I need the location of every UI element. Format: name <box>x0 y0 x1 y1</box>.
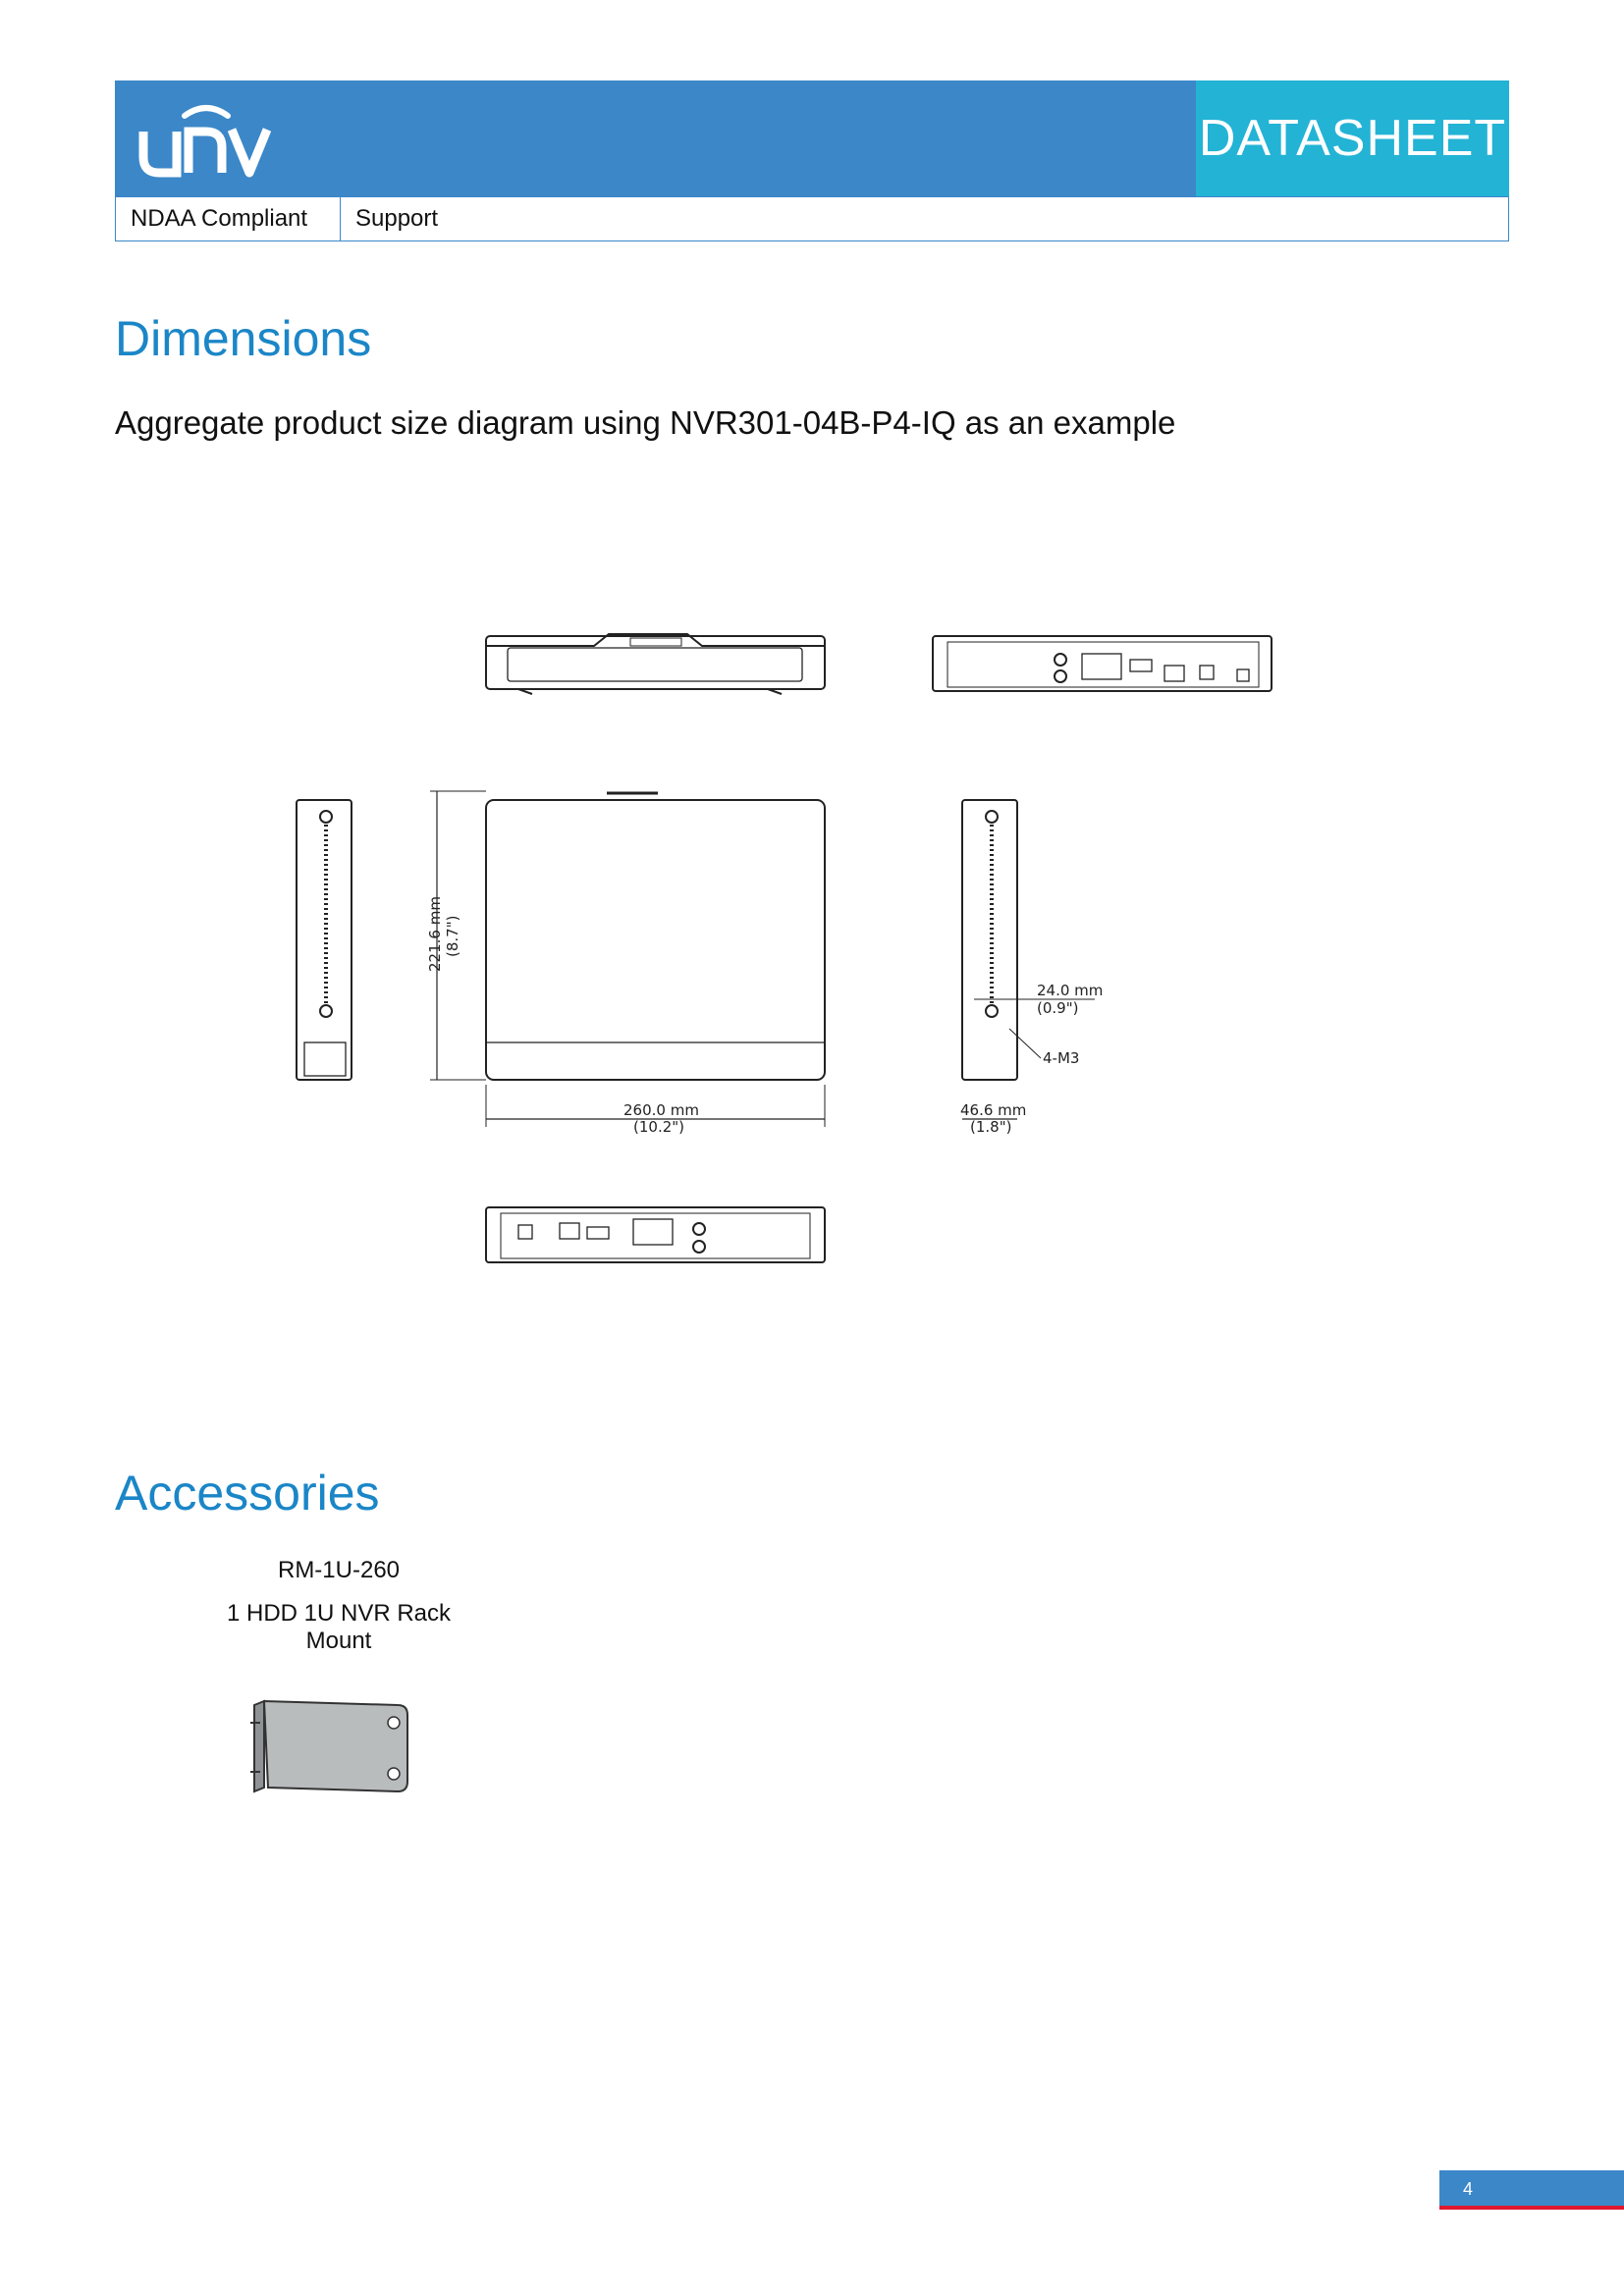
dimension-diagram <box>275 618 1306 1286</box>
dim-hole-in: (0.9") <box>1037 999 1079 1017</box>
page-number: 4 <box>1439 2170 1624 2210</box>
dim-depth-mm: 221.6 mm <box>426 896 444 972</box>
rear-view <box>933 636 1272 691</box>
dim-height-in: (1.8") <box>970 1118 1012 1136</box>
dim-hole-mm: 24.0 mm <box>1037 982 1104 999</box>
dim-screw: 4-M3 <box>1043 1049 1080 1067</box>
dim-width-mm: 260.0 mm <box>623 1101 699 1119</box>
dimensions-subtitle: Aggregate product size diagram using NVR301-04B-P4-IQ as an example <box>115 404 1176 441</box>
tab-ndaa-compliant[interactable]: NDAA Compliant <box>116 197 341 240</box>
accessory-description: 1 HDD 1U NVR Rack Mount <box>226 1600 452 1654</box>
top-view <box>430 791 825 1127</box>
accessories-heading: Accessories <box>115 1466 380 1521</box>
front-view <box>486 634 825 694</box>
tab-support[interactable]: Support <box>355 205 439 232</box>
dim-width-in: (10.2") <box>633 1118 685 1136</box>
dimensions-heading: Dimensions <box>115 311 372 366</box>
sub-navigation <box>115 196 1509 241</box>
dim-depth-in: (8.7") <box>444 915 461 957</box>
unv-logo <box>137 102 275 181</box>
left-side-view <box>297 800 352 1080</box>
accessory-model: RM-1U-260 <box>277 1557 401 1583</box>
datasheet-badge: DATASHEET <box>1196 80 1509 196</box>
bottom-rear-view <box>486 1207 825 1262</box>
right-side-view <box>962 800 1095 1119</box>
dim-height-mm: 46.6 mm <box>960 1101 1027 1119</box>
rack-mount-image <box>250 1693 427 1801</box>
